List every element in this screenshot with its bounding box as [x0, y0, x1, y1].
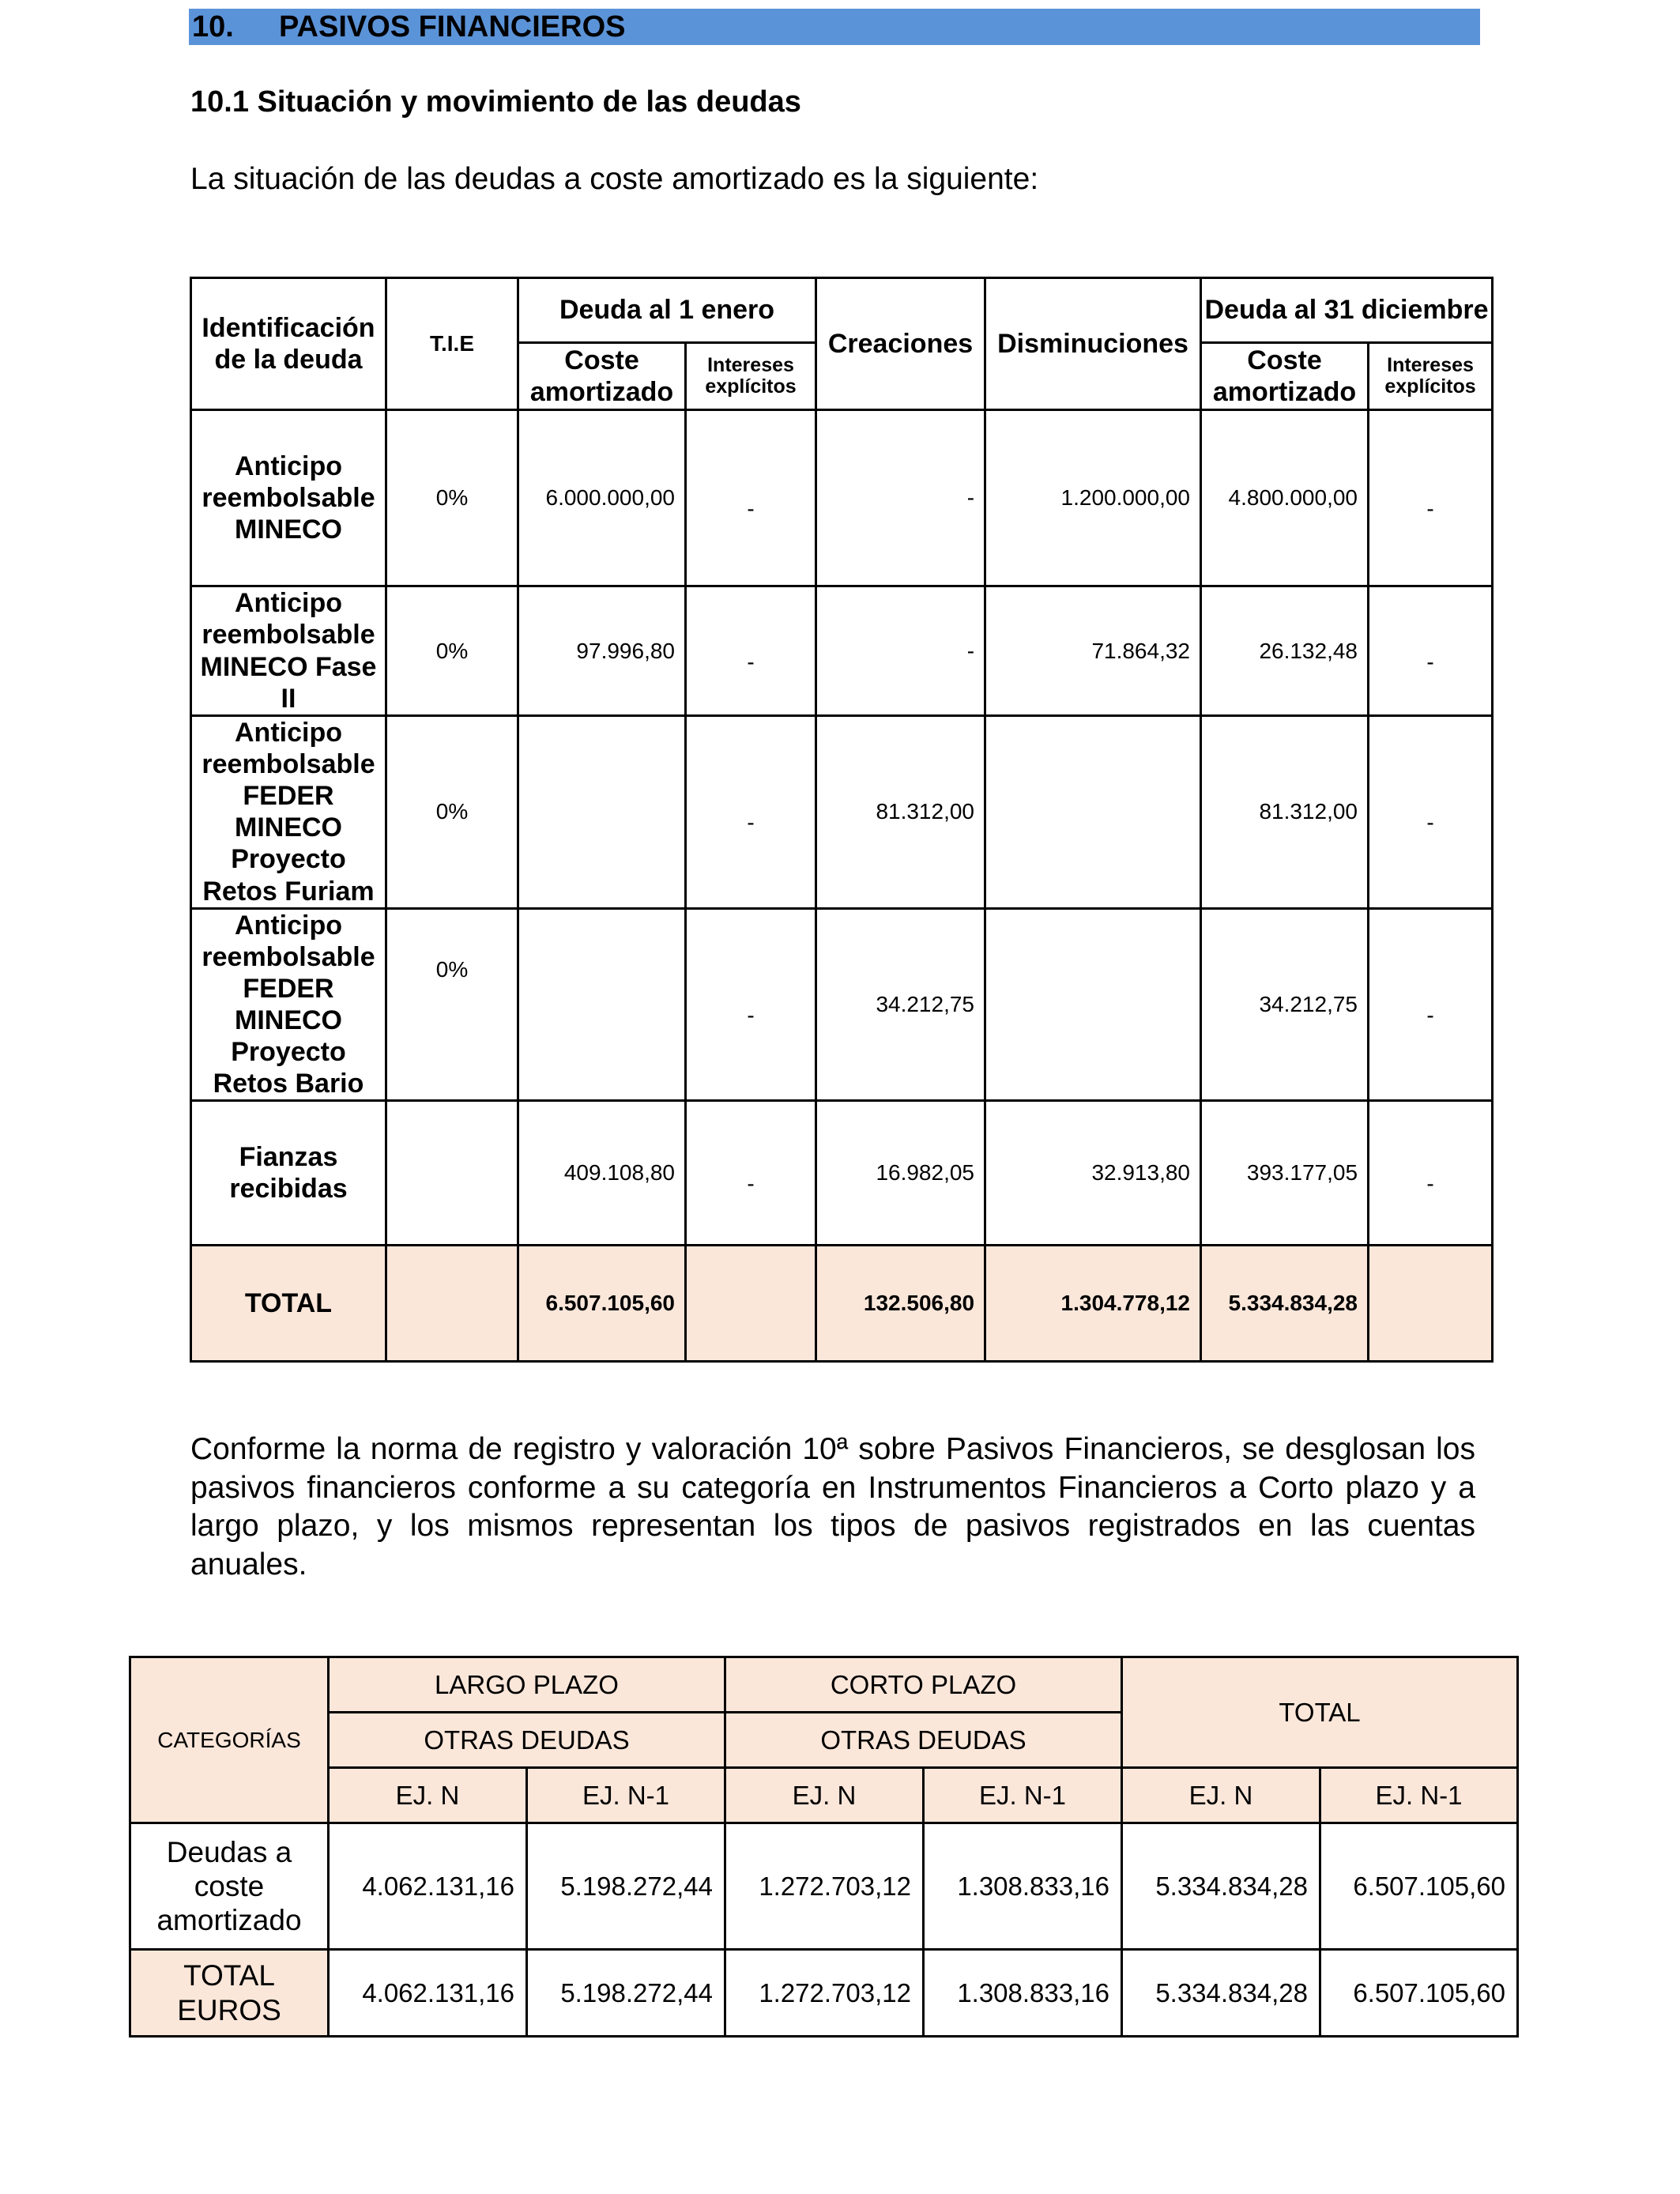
section-title: PASIVOS FINANCIEROS	[279, 10, 626, 43]
header-ej-n1: EJ. N-1	[527, 1768, 725, 1823]
cell-value: 4.062.131,16	[329, 1823, 527, 1950]
cell-intereses-enero: -	[686, 908, 816, 1101]
total-label: TOTAL	[191, 1246, 386, 1362]
header-deuda-enero: Deuda al 1 enero	[518, 278, 816, 343]
cell-coste-dic: 393.177,05	[1201, 1101, 1369, 1246]
cell-value: 1.272.703,12	[725, 1823, 924, 1950]
header-otras-deudas-corto: OTRAS DEUDAS	[725, 1713, 1122, 1768]
row-identification: Anticipo reembolsable MINECO	[191, 410, 386, 586]
header-categorias: CATEGORÍAS	[130, 1657, 329, 1823]
cell-value: 1.308.833,16	[924, 1823, 1122, 1950]
cell-value: 5.334.834,28	[1122, 1823, 1320, 1950]
cell-creaciones: 34.212,75	[816, 908, 985, 1101]
cell-value: 4.062.131,16	[329, 1950, 527, 2037]
cell-intereses-dic: -	[1369, 1101, 1493, 1246]
header-intereses-enero: Intereses explícitos	[686, 343, 816, 410]
total-euros-row	[130, 1950, 1518, 2037]
cell-intereses-dic: -	[1369, 586, 1493, 716]
header-ej-n1: EJ. N-1	[924, 1768, 1122, 1823]
row-identification: Anticipo reembolsable FEDER MINECO Proyecto Retos Bario	[191, 908, 386, 1101]
cell-tie: 0%	[386, 716, 518, 909]
row-label: Deudas a coste amortizado	[130, 1823, 329, 1950]
total-creaciones: 132.506,80	[816, 1246, 985, 1362]
cell-coste-dic: 81.312,00	[1201, 716, 1369, 909]
debt-movement-table	[190, 277, 1494, 1363]
cell-value: 1.308.833,16	[924, 1950, 1122, 2037]
cell-intereses-enero: -	[686, 410, 816, 586]
cell-intereses-enero: -	[686, 1101, 816, 1246]
cell-value: 5.334.834,28	[1122, 1950, 1320, 2037]
table-row	[191, 1101, 1493, 1246]
cell-coste-dic: 34.212,75	[1201, 908, 1369, 1101]
cell-disminuciones	[985, 716, 1201, 909]
total-coste-dic: 5.334.834,28	[1201, 1246, 1369, 1362]
cell-creaciones: -	[816, 586, 985, 716]
total-tie	[386, 1246, 518, 1362]
header-otras-deudas-largo: OTRAS DEUDAS	[329, 1713, 725, 1768]
cell-coste-dic: 26.132,48	[1201, 586, 1369, 716]
cell-value: 5.198.272,44	[527, 1823, 725, 1950]
cell-value: 5.198.272,44	[527, 1950, 725, 2037]
cell-coste-dic: 4.800.000,00	[1201, 410, 1369, 586]
table-row	[130, 1823, 1518, 1950]
row-label: TOTAL EUROS	[130, 1950, 329, 2037]
cell-creaciones: 81.312,00	[816, 716, 985, 909]
section-heading-bar	[189, 9, 1480, 45]
cell-intereses-enero: -	[686, 586, 816, 716]
cell-coste-enero: 409.108,80	[518, 1101, 686, 1246]
body-paragraph: Conforme la norma de registro y valoración 10ª sobre Pasivos Financieros, se desglosan los pasivos financieros conforme a su categoría en Instrumentos Financieros a Corto plazo y a largo plazo, y los mismos representan los tipos de pasivos registrados en las cuentas anuales.	[190, 1432, 1475, 1581]
header-deuda-diciembre: Deuda al 31 diciembre	[1201, 278, 1493, 343]
total-intereses-dic	[1369, 1246, 1493, 1362]
intro-text: La situación de las deudas a coste amortizado es la siguiente:	[190, 162, 1039, 196]
cell-value: 6.507.105,60	[1320, 1823, 1518, 1950]
cell-coste-enero: 97.996,80	[518, 586, 686, 716]
cell-creaciones: -	[816, 410, 985, 586]
cell-value: 6.507.105,60	[1320, 1950, 1518, 2037]
cell-disminuciones	[985, 908, 1201, 1101]
cell-tie	[386, 1101, 518, 1246]
header-largo-plazo: LARGO PLAZO	[329, 1657, 725, 1713]
section-number: 10.	[192, 10, 234, 43]
cell-value: 1.272.703,12	[725, 1950, 924, 2037]
header-ej-n: EJ. N	[329, 1768, 527, 1823]
table-row	[191, 586, 1493, 716]
cell-disminuciones: 1.200.000,00	[985, 410, 1201, 586]
cell-tie: 0%	[386, 586, 518, 716]
cell-intereses-dic: -	[1369, 410, 1493, 586]
cell-coste-enero	[518, 908, 686, 1101]
cell-tie: 0%	[386, 410, 518, 586]
header-corto-plazo: CORTO PLAZO	[725, 1657, 1122, 1713]
cell-tie: 0%	[386, 908, 518, 1101]
header-ej-n: EJ. N	[1122, 1768, 1320, 1823]
header-creaciones: Creaciones	[816, 278, 985, 410]
header-ej-n1: EJ. N-1	[1320, 1768, 1518, 1823]
cell-creaciones: 16.982,05	[816, 1101, 985, 1246]
header-ej-n: EJ. N	[725, 1768, 924, 1823]
header-coste-amortizado-enero: Coste amortizado	[518, 343, 686, 410]
total-coste-enero: 6.507.105,60	[518, 1246, 686, 1362]
header-identificacion: Identificación de la deuda	[191, 278, 386, 410]
subsection-title: 10.1 Situación y movimiento de las deudas	[190, 85, 801, 119]
table-row	[191, 908, 1493, 1101]
cell-intereses-dic: -	[1369, 908, 1493, 1101]
cell-coste-enero	[518, 716, 686, 909]
cell-disminuciones: 71.864,32	[985, 586, 1201, 716]
total-intereses-enero	[686, 1246, 816, 1362]
header-total: TOTAL	[1122, 1657, 1518, 1768]
header-disminuciones: Disminuciones	[985, 278, 1201, 410]
liabilities-category-table	[129, 1656, 1519, 2038]
total-row	[191, 1246, 1493, 1362]
cell-intereses-dic: -	[1369, 716, 1493, 909]
header-tie: T.I.E	[386, 278, 518, 410]
header-coste-amortizado-dic: Coste amortizado	[1201, 343, 1369, 410]
row-identification: Anticipo reembolsable MINECO Fase II	[191, 586, 386, 716]
total-disminuciones: 1.304.778,12	[985, 1246, 1201, 1362]
cell-disminuciones: 32.913,80	[985, 1101, 1201, 1246]
cell-intereses-enero: -	[686, 716, 816, 909]
table-row	[191, 716, 1493, 909]
cell-coste-enero: 6.000.000,00	[518, 410, 686, 586]
row-identification: Anticipo reembolsable FEDER MINECO Proyecto Retos Furiam	[191, 716, 386, 909]
header-intereses-dic: Intereses explícitos	[1369, 343, 1493, 410]
table-row	[191, 410, 1493, 586]
row-identification: Fianzas recibidas	[191, 1101, 386, 1246]
